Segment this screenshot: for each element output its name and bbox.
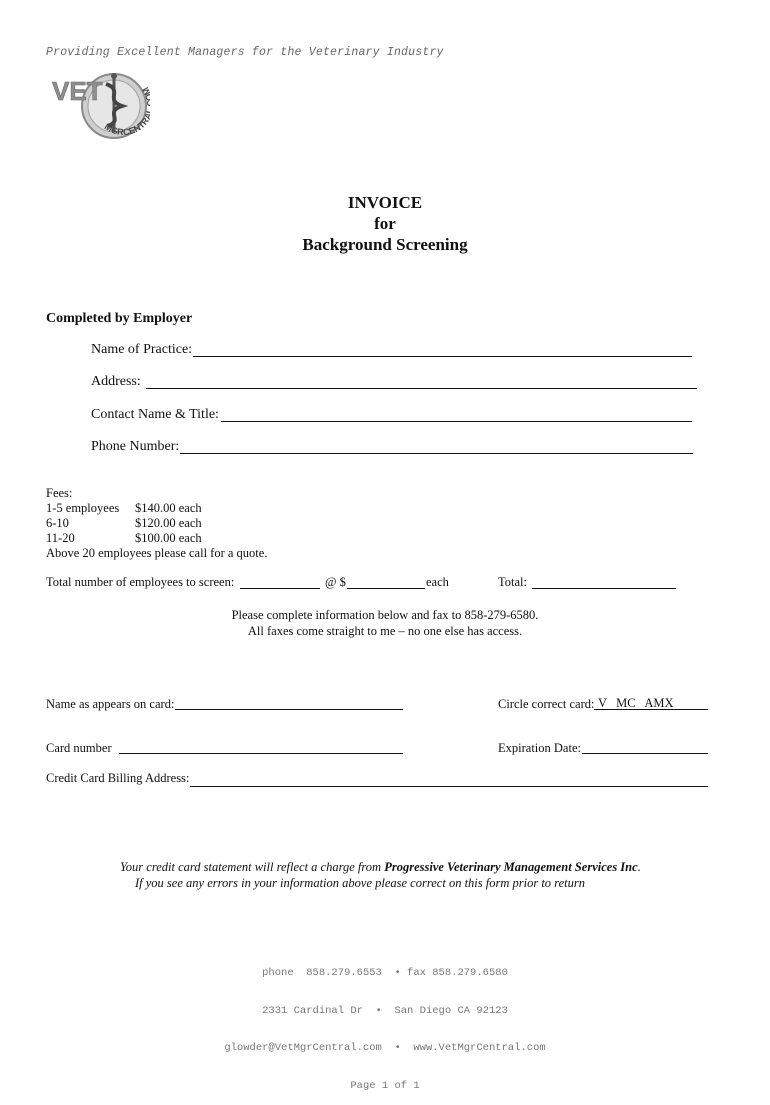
- address-field[interactable]: [146, 388, 697, 389]
- fee-tier: [46, 516, 267, 531]
- contact-name-label: Contact Name & Title:: [91, 407, 219, 422]
- practice-name-label: Name of Practice:: [91, 342, 193, 357]
- fee-tier-price: $140.00 each: [135, 501, 202, 515]
- fax-privacy-line: All faxes come straight to me – no one else has access.: [247, 624, 523, 638]
- employees-count-field[interactable]: [240, 588, 320, 589]
- fee-tier-range: 11-20: [46, 531, 75, 545]
- statement-note-suffix: .: [637, 860, 641, 874]
- total-field[interactable]: [532, 588, 676, 589]
- employer-section-heading: Completed by Employer: [46, 311, 193, 326]
- logo-text: VET: [52, 76, 103, 106]
- logo-ring-text: MGRCENTR: [102, 115, 150, 138]
- statement-company-name: Progressive Veterinary Management Services Inc: [384, 860, 638, 874]
- fee-tier-range: 6-10: [46, 516, 69, 530]
- footer-email-web: glowder@VetMgrCentral.com • www.VetMgrCentral.com: [224, 1042, 546, 1054]
- card-number-field[interactable]: [119, 753, 403, 754]
- expiration-date-label: Expiration Date:: [498, 741, 581, 755]
- invoice-title: [0, 192, 770, 255]
- each-label: each: [426, 575, 449, 589]
- tagline: Providing Excellent Managers for the Veterinary Industry: [46, 46, 444, 59]
- price-at-label: @ $: [325, 575, 346, 589]
- fees-block: [46, 486, 267, 561]
- address-label: Address:: [91, 374, 141, 389]
- name-on-card-field[interactable]: [175, 709, 403, 710]
- footer-contact: [0, 942, 770, 1105]
- title-line-invoice: INVOICE: [347, 193, 423, 212]
- fee-tier-price: $120.00 each: [135, 516, 202, 530]
- fees-note: Above 20 employees please call for a quote.: [46, 546, 268, 560]
- circle-card-label: Circle correct card:: [498, 697, 595, 711]
- expiration-date-field[interactable]: [582, 753, 708, 754]
- fee-tier: [46, 531, 267, 546]
- contact-name-field[interactable]: [221, 421, 692, 422]
- statement-note: [120, 860, 641, 875]
- card-number-label: Card number: [46, 741, 112, 755]
- fees-heading: Fees:: [46, 486, 73, 500]
- statement-correction-note: If you see any errors in your information above please correct on this form prior to return: [135, 876, 585, 890]
- fax-instructions: [0, 607, 770, 639]
- fee-tier-price: $100.00 each: [135, 531, 202, 545]
- fee-tier-range: 1-5 employees: [46, 501, 120, 515]
- phone-number-label: Phone Number:: [91, 439, 180, 454]
- billing-address-field[interactable]: [190, 786, 708, 787]
- billing-address-label: Credit Card Billing Address:: [46, 771, 190, 785]
- footer-address: 2331 Cardinal Dr • San Diego CA 92123: [262, 1004, 508, 1017]
- statement-note-prefix: Your credit card statement will reflect a charge from: [120, 860, 385, 874]
- total-label: Total:: [498, 575, 527, 589]
- vetmgrcentral-logo: [50, 66, 150, 146]
- footer-phone-fax: phone 858.279.6553 • fax 858.279.6580: [262, 967, 508, 979]
- page-number: Page 1 of 1: [350, 1079, 420, 1092]
- title-line-for: for: [374, 214, 396, 233]
- fee-tier: [46, 501, 267, 516]
- phone-number-field[interactable]: [180, 453, 693, 454]
- employees-count-label: Total number of employees to screen:: [46, 575, 235, 589]
- practice-name-field[interactable]: [193, 356, 692, 357]
- card-type-options[interactable]: V MC AMX: [598, 696, 674, 710]
- name-on-card-label: Name as appears on card:: [46, 697, 175, 711]
- title-line-background-screening: Background Screening: [302, 235, 468, 254]
- fax-instructions-line: Please complete information below and fax to 858-279-6580.: [231, 608, 539, 622]
- price-each-field[interactable]: [347, 588, 425, 589]
